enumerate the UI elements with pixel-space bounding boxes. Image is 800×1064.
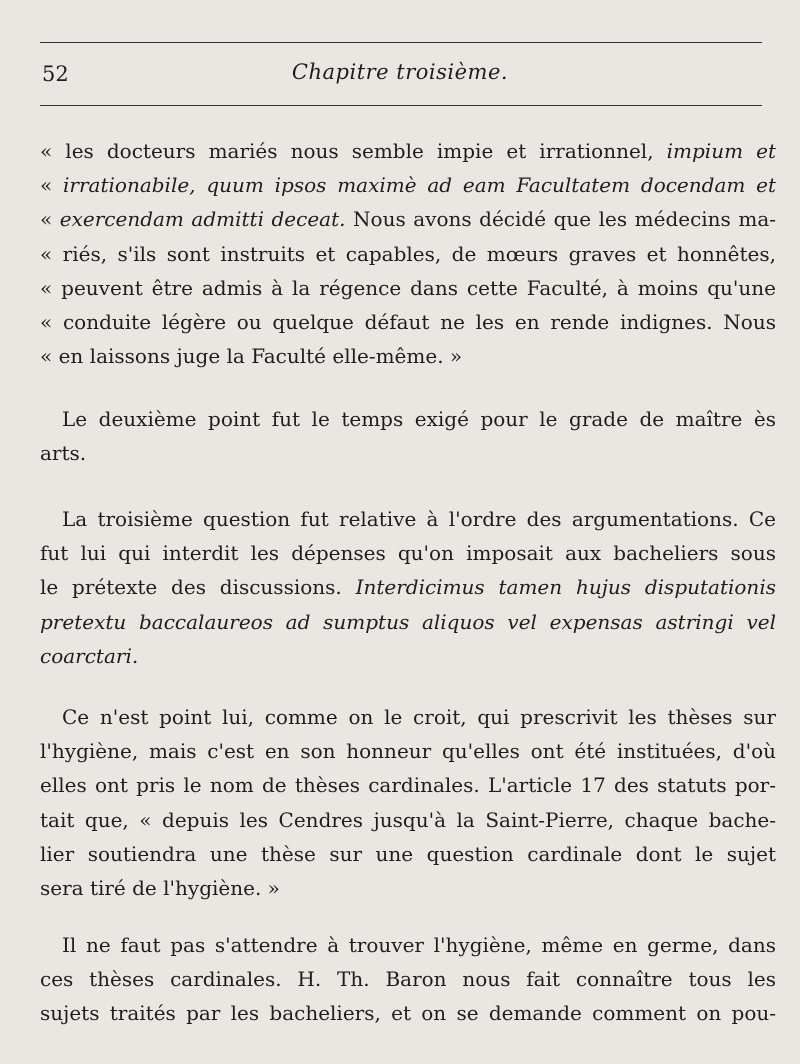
text-line	[40, 168, 776, 202]
header-bottom-rule	[40, 105, 762, 106]
text-line: La troisième question fut relative à l'ordre des argumentations. Ce	[62, 507, 776, 531]
text-run: « les docteurs mariés nous semble impie et irrationnel,	[40, 139, 667, 163]
paragraph-second-point	[40, 402, 776, 470]
text-line: « en laissons juge la Faculté elle-même. »	[40, 344, 463, 369]
text-line: sujets traités par les bacheliers, et on se demande comment on pou-	[40, 1001, 776, 1026]
paragraph-third-question	[40, 502, 776, 673]
paragraph-hygiene	[40, 928, 776, 1031]
text-line: « peuvent être admis à la régence dans cette Faculté, à moins qu'une	[40, 275, 776, 300]
paragraph-cardinal-theses	[40, 700, 776, 905]
text-line: Le deuxième point fut le temps exigé pour le grade de maître ès	[62, 407, 776, 431]
paragraph-quotation	[40, 134, 776, 373]
text-line	[40, 570, 776, 604]
header-top-rule	[40, 42, 762, 43]
text-line: ces thèses cardinales. H. Th. Baron nous fait connaître tous les	[40, 967, 776, 992]
latin-text: impium et	[666, 139, 776, 163]
text-run: «	[40, 207, 60, 232]
text-line	[40, 605, 776, 639]
text-line: « conduite légère ou quelque défaut ne les en rende indignes. Nous	[40, 309, 776, 334]
latin-text: exercendam admitti deceat.	[59, 207, 346, 232]
text-line: l'hygiène, mais c'est en son honneur qu'elles ont été instituées, d'où	[40, 739, 776, 764]
running-title: Chapitre troisième.	[291, 60, 509, 84]
text-line: fut lui qui interdit les dépenses qu'on imposait aux bacheliers sous	[40, 541, 776, 566]
text-run: «	[40, 173, 64, 198]
text-run: le prétexte des discussions.	[40, 575, 356, 600]
page-number: 52	[42, 62, 69, 86]
text-run: Nous avons décidé que les médecins ma-	[345, 207, 776, 232]
text-line: arts.	[40, 441, 87, 466]
latin-text: coarctari.	[40, 643, 139, 668]
latin-text: Interdicimus tamen hujus disputationis	[355, 575, 776, 600]
text-line: Il ne faut pas s'attendre à trouver l'hygiène, même en germe, dans	[62, 933, 776, 957]
text-line: tait que, « depuis les Cendres jusqu'à la Saint-Pierre, chaque bache-	[40, 807, 776, 832]
text-line: Ce n'est point lui, comme on le croit, qui prescrivit les thèses sur	[62, 705, 776, 729]
text-line: « riés, s'ils sont instruits et capables, de mœurs graves et honnêtes,	[40, 241, 776, 266]
text-line: sera tiré de l'hygiène. »	[40, 875, 280, 900]
text-line	[40, 639, 776, 673]
latin-text: pretextu baccalaureos ad sumptus aliquos vel expensas astringi vel	[40, 609, 776, 634]
latin-text: irrationabile, quum ipsos maximè ad eam Facultatem docendam et	[63, 173, 776, 198]
text-line: elles ont pris le nom de thèses cardinales. L'article 17 des statuts por-	[40, 773, 776, 798]
text-line	[40, 202, 776, 236]
text-line: lier soutiendra une thèse sur une question cardinale dont le sujet	[40, 841, 776, 866]
text-line	[40, 134, 776, 168]
